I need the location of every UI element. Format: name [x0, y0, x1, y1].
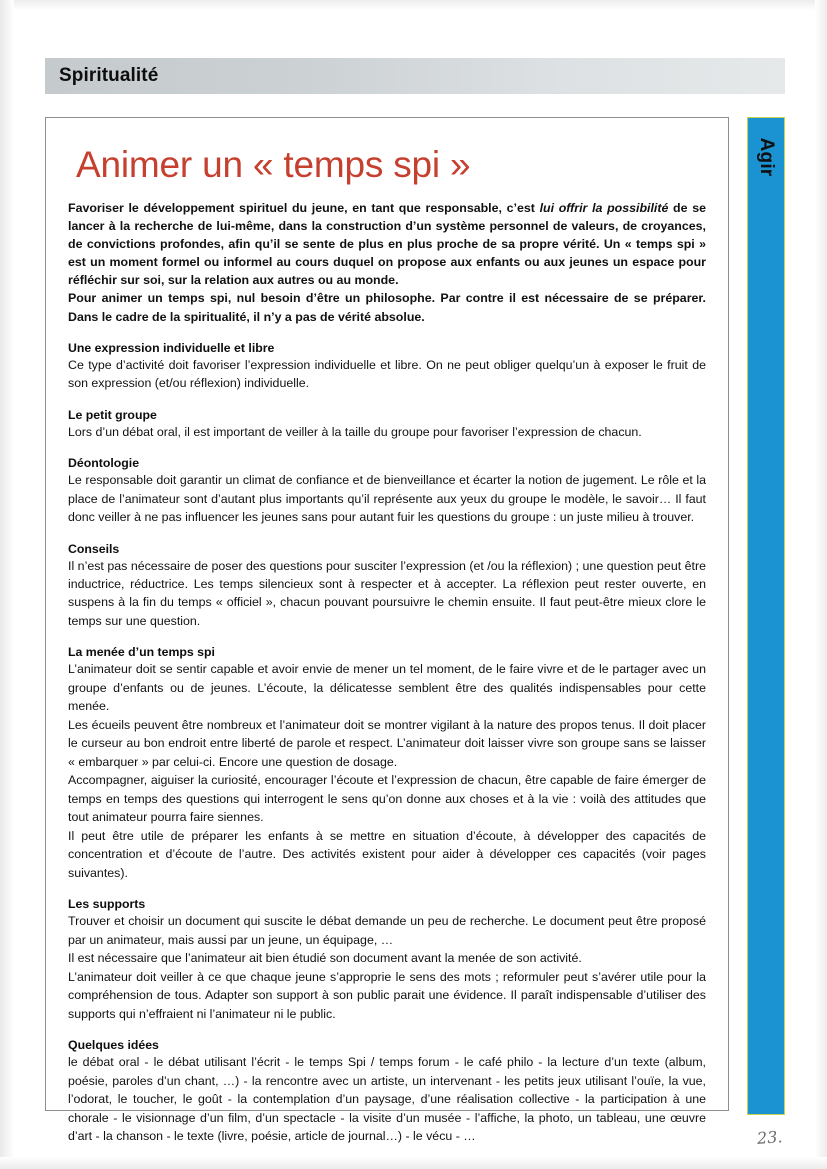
section-heading: Conseils: [68, 541, 120, 556]
section-paragraph: L’animateur doit se sentir capable et avoir envie de mener un tel moment, de le faire vivre et de le partager avec un groupe d’enfants ou de jeunes. L’écoute, la délicatesse semblent être des qualités indispensables pour cette menée.: [68, 662, 706, 714]
side-tab-label: Agir: [756, 137, 777, 177]
section-paragraph: le débat oral - le débat utilisant l’écrit - le temps Spi / temps forum - le café philo - la lecture d’un texte (album, poésie, paroles d’un chant, …) - la rencontre avec un artiste, un intervenant - les petits jeux utilisant l’ouïe, la vue, l’odorat, le toucher, le goût - la contemplation d’un paysage, d’une réalisation collective - la participation à une chorale - le visionnage d’un film, d’un spectacle - la visite d’un musée - l’affiche, la photo, un tableau, une œuvre d’art - la chanson - le texte (livre, poésie, article de journal…) - le vécu - …: [68, 1055, 706, 1144]
section-paragraph: Lors d’un débat oral, il est important de veiller à la taille du groupe pour favoriser l’expression de chacun.: [68, 424, 642, 439]
side-tab-agir: [747, 117, 785, 1115]
section-heading: Quelques idées: [68, 1038, 159, 1053]
section-expression: [68, 341, 706, 393]
page-title: Animer un « temps spi »: [76, 144, 471, 185]
section-body: [68, 912, 706, 1023]
section-heading: Une expression individuelle et libre: [68, 340, 275, 355]
section-heading: La menée d’un temps spi: [68, 645, 215, 660]
intro-paragraph-2: Pour animer un temps spi, nul besoin d’être un philosophe. Par contre il est nécessaire de se préparer. Dans le cadre de la spiritualité, il n’y a pas de vérité absolue.: [68, 291, 706, 324]
section-body: [68, 423, 706, 441]
section-paragraph: Accompagner, aiguiser la curiosité, encourager l’écoute et l’expression de chacun, être capable de faire émerger de temps en temps des questions qui interrogent le sens qu’on donne aux choses et à la vie : voilà des attitudes que tout animateur pourra faire siennes.: [68, 773, 706, 825]
paper-edge-left: [0, 0, 14, 1169]
intro-part1: Favoriser le développement spirituel du jeune, en tant que responsable, c’est: [68, 200, 540, 215]
section-paragraph: Les écueils peuvent être nombreux et l’animateur doit se montrer vigilant à la nature des propos tenus. Il doit placer le curseur au bon endroit entre liberté de parole et respect. L’animateur doit laisser vivre son groupe sans se laisser « embarquer » par celui-ci. Encore une question de dosage.: [68, 717, 706, 769]
section-paragraph: Le responsable doit garantir un climat de confiance et de bienveillance et écarter la notion de jugement. Le rôle et la place de l’animateur sont d’autant plus importants qu’il représente aux yeux du groupe le modèle, le savoir… Il faut donc veiller à ne pas influencer les jeunes sans pour autant fuir les questions du groupe : un juste milieu à trouver.: [68, 473, 706, 525]
section-body: [68, 557, 706, 631]
content-box: [45, 117, 729, 1144]
section-body: [68, 471, 706, 526]
section-header-band: [45, 58, 785, 94]
handwritten-page-number: 23.: [756, 1127, 784, 1148]
section-heading: Déontologie: [68, 456, 140, 471]
section-paragraph: Trouver et choisir un document qui suscite le débat demande un peu de recherche. Le document peut être proposé par un animateur, mais aussi par un jeune, un équipage, …: [68, 914, 706, 947]
section-paragraph: Il n’est pas nécessaire de poser des questions pour susciter l’expression (et /ou la réflexion) ; une question peut être inductrice, réductrice. Les temps silencieux sont à respecter et à accepter. La réflexion peut rester ouverte, en suspens à la fin du temps « officiel », chacun pouvant poursuivre le chemin ensuite. Il faut peut-être mieux clore le temps sur une question.: [68, 558, 706, 628]
section-body: [68, 660, 706, 882]
section-menee: [68, 645, 706, 882]
paper-edge-top: [0, 0, 827, 10]
section-paragraph: Ce type d’activité doit favoriser l’expression individuelle et libre. On ne peut obliger quelqu’un à exposer le fruit de son expression (et/ou réflexion) individuelle.: [68, 357, 706, 391]
section-deontologie: [68, 456, 706, 526]
section-title: Spiritualité: [59, 65, 159, 86]
section-heading: Les supports: [68, 897, 146, 912]
section-heading: Le petit groupe: [68, 407, 157, 422]
section-quelques-idees: [68, 1038, 706, 1145]
intro-paragraph-1: [68, 199, 706, 290]
intro-emphasis: lui offrir la possibilité: [539, 200, 669, 215]
section-paragraph: Il peut être utile de préparer les enfants à se mettre en situation d’écoute, à développer des capacités de concentration et d’écoute de l’autre. Des activités existent pour aider à développer ces capacités (voir pages suivantes).: [68, 828, 706, 880]
section-supports: [68, 897, 706, 1023]
section-paragraph: L’animateur doit veiller à ce que chaque jeune s’approprie le sens des mots ; reformuler peut s’avérer utile pour la compréhension de tous. Adapter son support à son public parait une évidence. Il paraît indispensable d’utiliser des supports qui n’effraient ni l’animateur ni le public.: [68, 969, 706, 1021]
intro-text: [68, 199, 706, 326]
paper-edge-right: [815, 0, 827, 1169]
paper-edge-bottom: [0, 1157, 827, 1169]
section-conseils: [68, 542, 706, 631]
section-paragraph: Il est nécessaire que l’animateur ait bien étudié son document avant la menée de son activité.: [68, 951, 582, 966]
section-petit-groupe: [68, 408, 706, 441]
section-body: [68, 1053, 706, 1145]
section-body: [68, 356, 706, 393]
intro-part2: de se lancer à la recherche de lui-même, dans la construction d’un système personnel de valeurs, de croyances, de convictions profondes, afin qu’il se sente de plus en plus proche de sa propre vérité. Un « temps spi » est un moment formel ou informel au cours duquel on propose aux enfants ou aux jeunes un espace pour réfléchir sur soi, sur la relation aux autres ou au monde.: [68, 200, 706, 288]
